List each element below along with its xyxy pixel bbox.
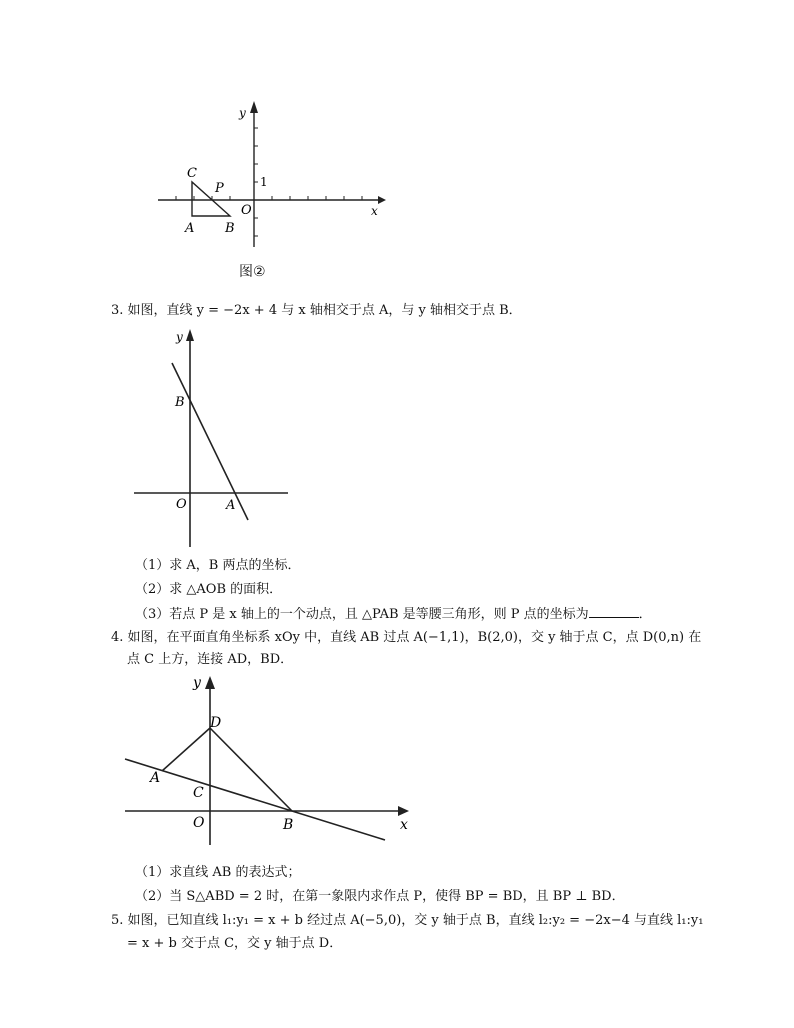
q4-stem-line-1: 4. 如图，在平面直角坐标系 xOy 中，直线 AB 过点 A(−1,1)，B(2,0)，交 y 轴于点 C，点 D(0,n) 在 [111,630,702,645]
q3-label-b: B [175,395,185,410]
q3-part-3 [135,605,652,624]
q4-label-x: x [400,817,408,833]
fig2-label-c: C [187,166,197,181]
q4-label-y: y [193,675,201,691]
q5-stem-line-2: = x + b 交于点 C，交 y 轴于点 D． [127,936,343,951]
q3-part-2: （2）求 △AOB 的面积． [135,582,283,597]
fig2-label-one: 1 [260,175,268,189]
q3-label-o: O [176,497,187,512]
fig2-label-y: y [239,106,246,120]
triangle-abc [192,182,230,216]
fig2-label-x: x [371,204,378,218]
q5-stem-line-1: 5. 如图，已知直线 l₁:y₁ = x + b 经过点 A(−5,0)，交 y 轴于点 B，直线 l₂:y₂ = −2x−4 与直线 l₁:y₁ [111,913,704,928]
figure-2-caption: 图② [239,264,266,280]
fig2-label-o: O [241,203,252,218]
q4-label-d: D [210,715,222,731]
segment-ad [162,728,210,771]
answer-blank[interactable] [589,605,639,618]
q3-label-y: y [176,330,183,344]
figure-q3 [128,325,298,555]
q3-part-3-text: （3）若点 P 是 x 轴上的一个动点，且 △PAB 是等腰三角形，则 P 点的坐标为 [135,607,589,622]
q4-part-1: （1）求直线 AB 的表达式； [135,865,301,880]
q4-label-o: O [193,815,205,831]
q4-label-a: A [150,770,161,786]
line-ab [125,759,385,840]
q3-label-a: A [226,498,236,513]
q3-part-3-end: ． [638,607,652,622]
figure-q4 [120,670,420,850]
figure-2 [150,95,390,255]
q4-label-c: C [193,785,204,801]
q4-stem-line-2: 点 C 上方，连接 AD，BD． [127,652,294,667]
fig2-label-p: P [215,181,224,196]
q4-label-b: B [283,817,294,833]
fig2-label-b: B [225,221,235,236]
fig2-label-a: A [185,221,195,236]
q3-stem: 3. 如图，直线 y = −2x + 4 与 x 轴相交于点 A，与 y 轴相交于点 B． [111,303,522,318]
q4-part-2: （2）当 S△ABD = 2 时，在第一象限内求作点 P，使得 BP = BD，且 BP ⊥ BD． [135,889,625,904]
q3-part-1: （1）求 A，B 两点的坐标． [135,558,301,573]
